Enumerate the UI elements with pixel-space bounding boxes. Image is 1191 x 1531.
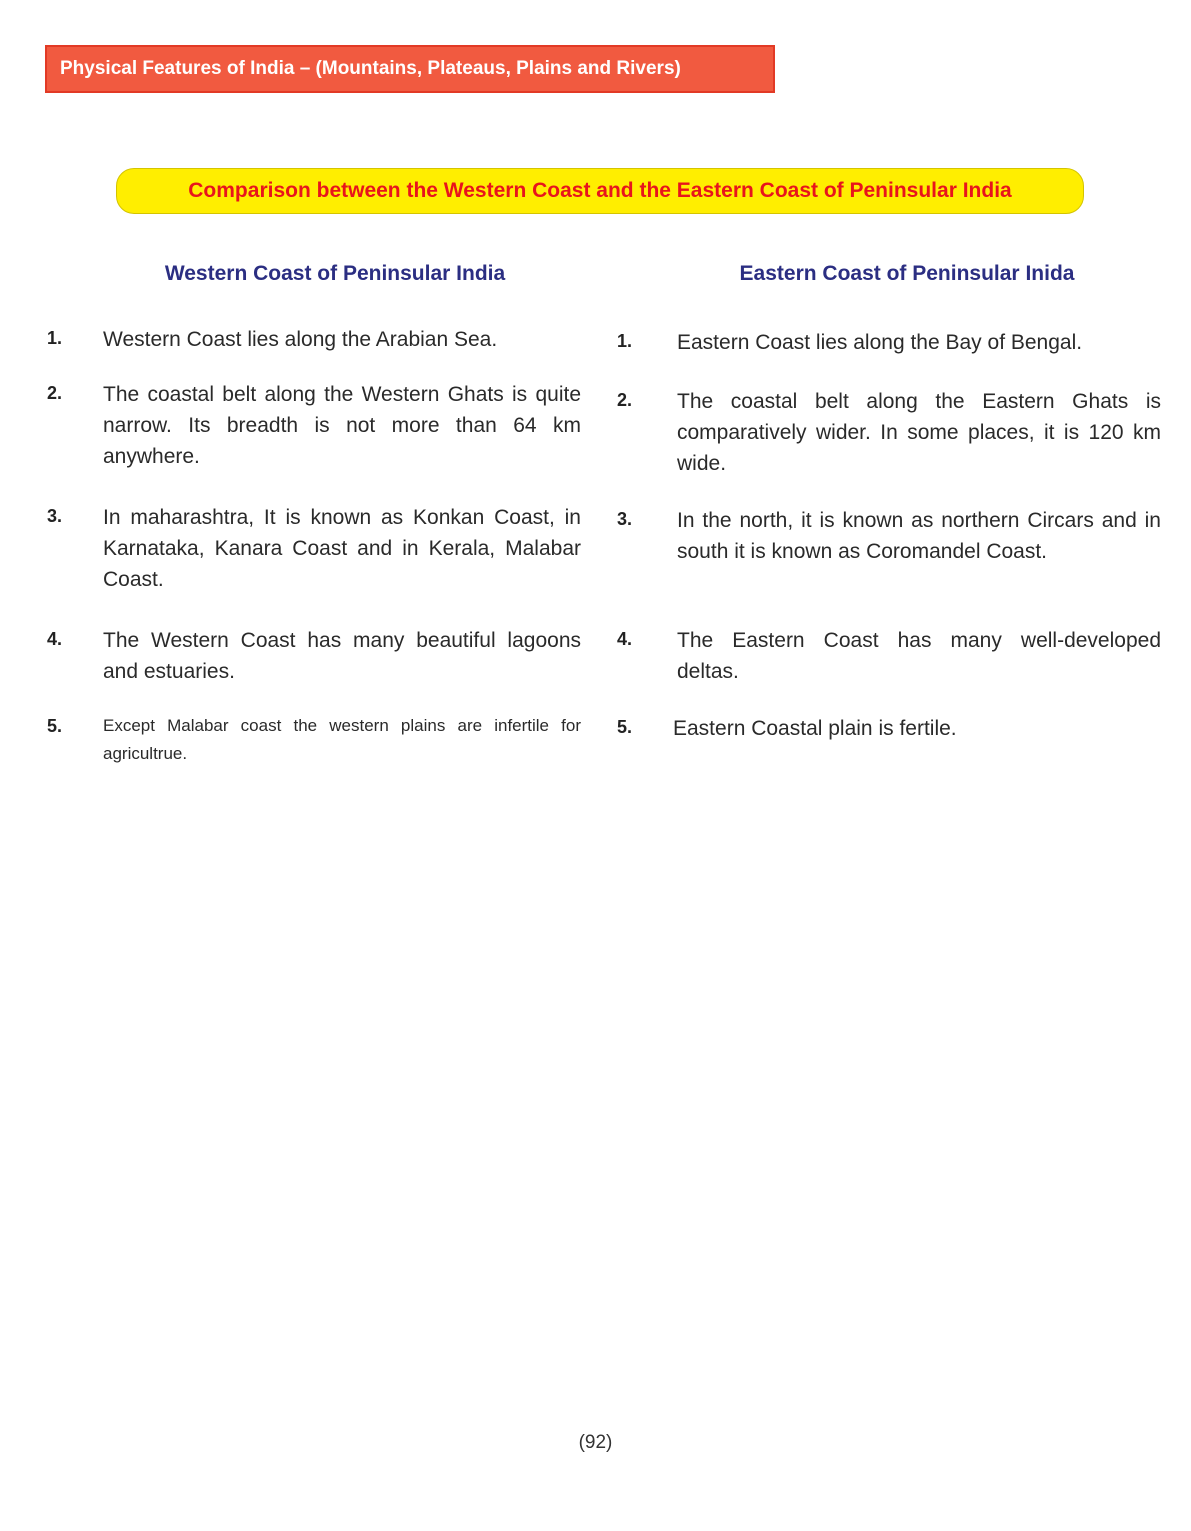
item-number: 1. (47, 328, 63, 348)
item-number: 5. (47, 716, 63, 736)
item-text: Eastern Coastal plain is fertile. (673, 717, 957, 740)
item-text: In maharashtra, It is known as Konkan Coast, in Karnataka, Kanara Coast and in Kerala, Malabar Coast. (103, 506, 581, 591)
item-number: 3. (47, 506, 63, 526)
page-title: Comparison between the Western Coast and the Eastern Coast of Peninsular India (116, 168, 1084, 214)
page-number: (92) (578, 1432, 613, 1453)
item-text: Eastern Coast lies along the Bay of Bengal. (677, 331, 1083, 354)
item-text: The coastal belt along the Eastern Ghats is comparatively wider. In some places, it is 120 km wide. (677, 390, 1161, 475)
item-number: 2. (47, 383, 63, 403)
item-text: Except Malabar coast the western plains are infertile for agricultrue. (103, 716, 581, 763)
eastern-coast-heading: Eastern Coast of Peninsular Inida (739, 262, 1075, 285)
western-coast-heading: Western Coast of Peninsular India (164, 262, 506, 285)
item-number: 2. (617, 390, 633, 410)
item-number: 4. (617, 629, 633, 649)
item-text: The Eastern Coast has many well-developed deltas. (677, 629, 1161, 683)
item-text: The coastal belt along the Western Ghats is quite narrow. Its breadth is not more than 64 km anywhere. (103, 383, 581, 468)
chapter-title-banner: Physical Features of India – (Mountains, Plateaus, Plains and Rivers) (45, 45, 775, 93)
item-number: 5. (617, 717, 633, 737)
item-text: In the north, it is known as northern Circars and in south it is known as Coromandel Coast. (677, 509, 1161, 563)
item-number: 4. (47, 629, 63, 649)
item-number: 1. (617, 331, 633, 351)
item-text: The Western Coast has many beautiful lagoons and estuaries. (103, 629, 581, 683)
item-number: 3. (617, 509, 633, 529)
item-text: Western Coast lies along the Arabian Sea. (103, 328, 498, 351)
